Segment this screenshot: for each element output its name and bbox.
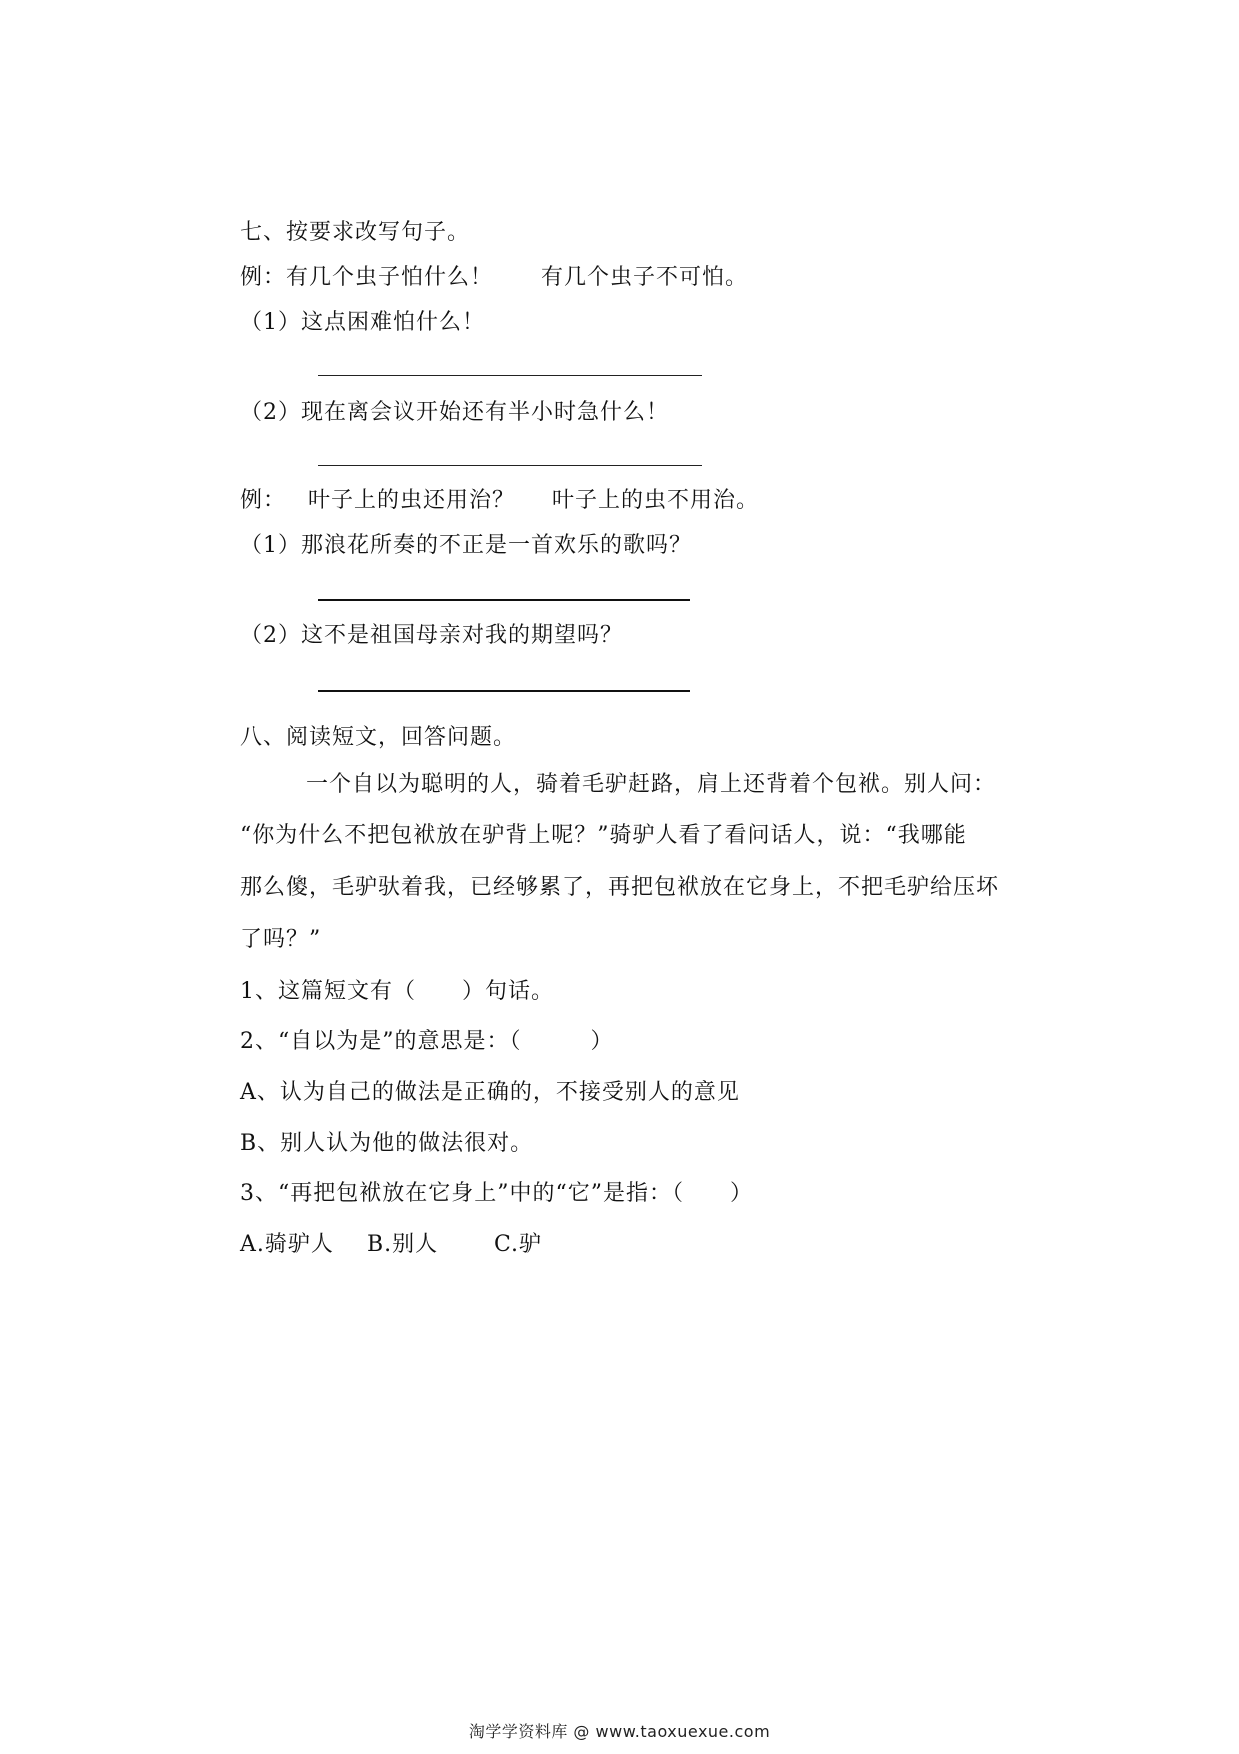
answer-line-7-1: [318, 375, 702, 376]
example1-target: 有几个虫子不可怕。: [541, 265, 749, 290]
question-7-2: （2）现在离会议开始还有半小时急什么！: [240, 400, 669, 425]
passage-line-3: 那么傻，毛驴驮着我，已经够累了，再把包袱放在它身上，不把毛驴给压坏: [240, 875, 1000, 900]
answer-line-7-4: [318, 690, 690, 692]
option-8-2-a: A、认为自己的做法是正确的，不接受别人的意见: [240, 1080, 740, 1105]
option-8-3-a: A.骑驴人: [240, 1232, 334, 1257]
example1-label: 例：: [240, 265, 287, 290]
option-8-3-c: C.驴: [494, 1232, 543, 1257]
answer-line-7-2: [318, 465, 702, 466]
question-7-4: （2）这不是祖国母亲对我的期望吗？: [240, 623, 623, 648]
question-8-1: 1、这篇短文有（ ）句话。: [240, 979, 554, 1004]
answer-line-7-3: [318, 599, 690, 601]
example2-label: 例：: [240, 488, 287, 513]
passage-line-2: “你为什么不把包袱放在驴背上呢？”骑驴人看了看问话人，说：“我哪能: [240, 823, 967, 848]
example2-target: 叶子上的虫不用治。: [552, 488, 760, 513]
example2-source: 叶子上的虫还用治？: [308, 488, 516, 513]
section7-heading: 七、按要求改写句子。: [240, 220, 471, 245]
option-8-2-b: B、别人认为他的做法很对。: [240, 1131, 534, 1156]
passage-line-1: 一个自以为聪明的人，骑着毛驴赶路，肩上还背着个包袱。别人问：: [306, 772, 997, 797]
question-8-2: 2、“自以为是”的意思是：（ ）: [240, 1029, 614, 1054]
question-7-1: （1）这点困难怕什么！: [240, 310, 485, 335]
section8-heading: 八、阅读短文，回答问题。: [240, 725, 517, 750]
footer-watermark: 淘学学资料库 @ www.taoxuexue.com: [468, 1722, 771, 1741]
question-7-3: （1）那浪花所奏的不正是一首欢乐的歌吗？: [240, 533, 692, 558]
question-8-3: 3、“再把包袱放在它身上”中的“它”是指：（ ）: [240, 1181, 753, 1206]
option-8-3-b: B.别人: [367, 1232, 439, 1257]
passage-line-4: 了吗？”: [240, 927, 322, 952]
example1-source: 有几个虫子怕什么！: [286, 265, 494, 290]
